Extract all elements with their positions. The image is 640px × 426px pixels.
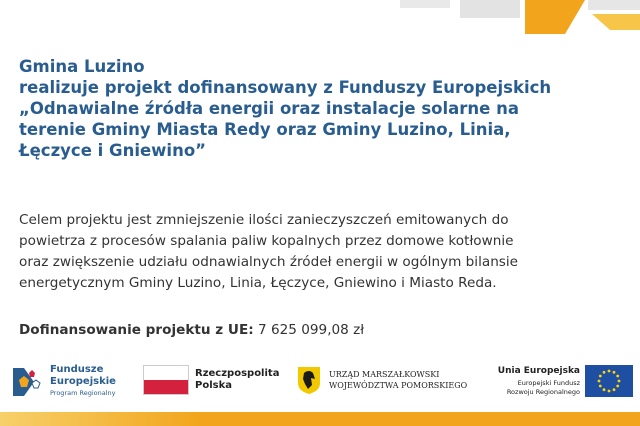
polish-flag-icon bbox=[144, 366, 188, 394]
description-line: oraz zwiększenie udziału odnawialnych źródeł energii w ogólnym bilansie bbox=[19, 254, 519, 270]
griffin-coat-of-arms-icon bbox=[296, 365, 322, 395]
title-line: terenie Gminy Miasta Redy oraz Gminy Luzino, Linia, bbox=[19, 120, 511, 139]
municipality-name: Gmina Luzino bbox=[19, 57, 145, 76]
bottom-accent-bar bbox=[0, 412, 640, 426]
ue-name-line3: Rozwoju Regionalnego bbox=[506, 388, 580, 396]
rzeczpospolita-polska-logo bbox=[143, 358, 280, 404]
title-line: Łęczyce i Gniewino” bbox=[19, 141, 207, 160]
eu-flag-icon bbox=[585, 365, 633, 397]
title-line: realizuje projekt dofinansowany z Funduszy Europejskich bbox=[19, 78, 552, 97]
decorative-corner-shapes bbox=[360, 0, 640, 40]
description-line: energetycznym Gminy Luzino, Linia, Łęczyce, Gniewino i Miasto Reda. bbox=[19, 275, 497, 291]
um-name-line1: URZĄD MARSZAŁKOWSKI bbox=[329, 370, 440, 379]
fe-name-line3: Program Regionalny bbox=[50, 389, 116, 397]
ue-name-line2: Europejski Fundusz bbox=[517, 379, 580, 387]
ue-name-line1: Unia Europejska bbox=[497, 366, 580, 376]
description-line: powietrza z procesów spalania paliw kopalnych przez domowe kotłownie bbox=[19, 233, 514, 249]
funding-info bbox=[19, 322, 364, 338]
um-name-line2: WOJEWÓDZTWA POMORSKIEGO bbox=[329, 381, 468, 390]
project-description bbox=[19, 210, 579, 294]
fe-name-line1: Fundusze bbox=[50, 364, 104, 375]
fe-star-icon bbox=[10, 364, 48, 398]
bottom-bar-gradient bbox=[0, 412, 200, 426]
description-line: Celem projektu jest zmniejszenie ilości zanieczyszczeń emitowanych do bbox=[19, 212, 509, 228]
unia-europejska-logo bbox=[488, 358, 638, 404]
fe-name-line2: Europejskie bbox=[50, 376, 116, 387]
title-line: „Odnawialne źródła energii oraz instalacje solarne na bbox=[19, 99, 519, 118]
fundusze-europejskie-logo bbox=[10, 358, 140, 404]
urzad-marszalkowski-logo bbox=[296, 358, 468, 404]
logo-strip bbox=[0, 358, 640, 404]
rp-name-line1: Rzeczpospolita bbox=[195, 368, 280, 379]
funding-amount: 7 625 099,08 zł bbox=[258, 322, 365, 338]
funding-label: Dofinansowanie projektu z UE: bbox=[19, 322, 254, 338]
rp-name-line2: Polska bbox=[195, 380, 232, 391]
project-title bbox=[19, 56, 579, 161]
